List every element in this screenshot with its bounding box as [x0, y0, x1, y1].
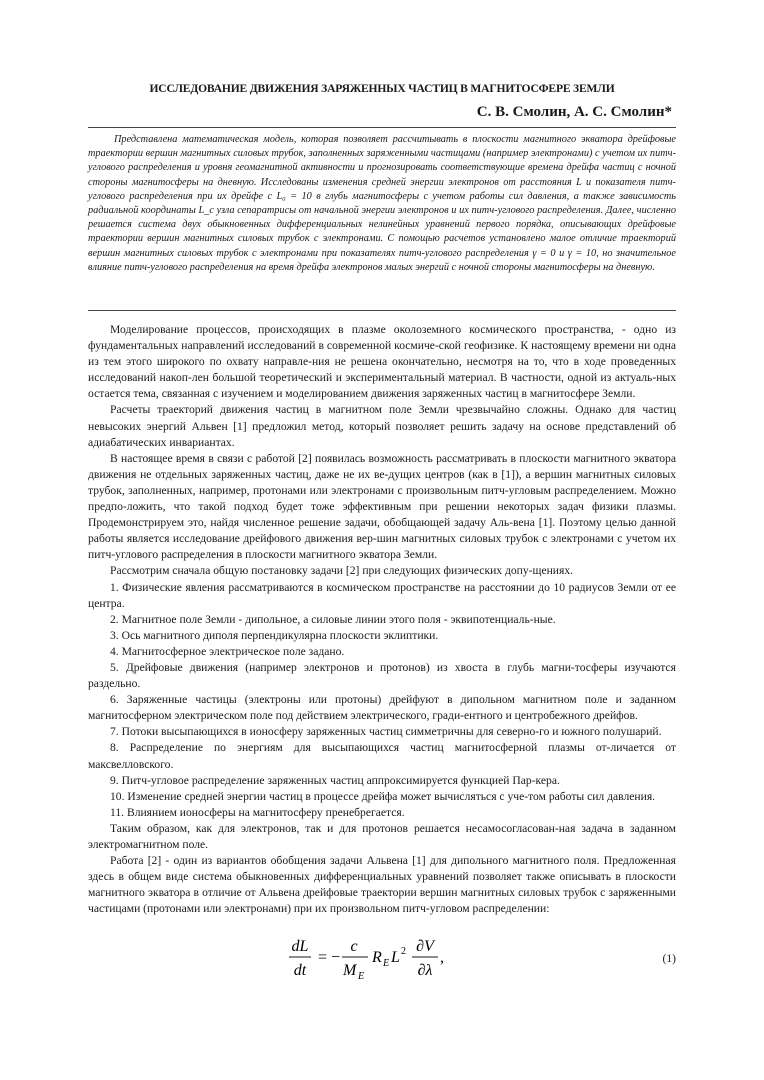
abstract-top-rule	[88, 127, 676, 128]
article-title: ИССЛЕДОВАНИЕ ДВИЖЕНИЯ ЗАРЯЖЕННЫХ ЧАСТИЦ В МАГНИТОСФЕРЕ ЗЕМЛИ	[149, 82, 615, 95]
equation-number: (1)	[662, 952, 676, 965]
list-item: 9. Питч-угловое распределение заряженных частиц аппроксимируется функцией Пар-кера.	[110, 773, 560, 787]
paragraph: Рассмотрим сначала общую постановку задачи [2] при следующих физических допу-щениях.	[110, 564, 574, 578]
list-item: 1. Физические явления рассматриваются в космическом пространстве на расстоянии до 10 радиусов Земли от ее центра.	[88, 580, 676, 610]
eq-comma: ,	[440, 949, 444, 966]
eq-R-subscript: E	[383, 958, 390, 969]
list-item: 2. Магнитное поле Земли - дипольное, а силовые линии этого поля - эквипотенциаль-ные.	[110, 612, 556, 626]
eq-M: M	[343, 962, 357, 979]
list-item: 6. Заряженные частицы (электроны или протоны) дрейфуют в дипольном магнитном поле и заданном магнитосферном электрическом поле под действием электрического, гради-ентного и центробежного дрейфов.	[88, 693, 676, 723]
eq-L-superscript: 2	[401, 946, 406, 957]
list-item: 8. Распределение по энергиям для высыпающихся частиц магнитосферной плазмы от-личается от максвелловского.	[88, 741, 676, 771]
paragraph: В настоящее время в связи с работой [2] появилась возможность рассматривать в плоскости магнитного экватора движения не отдельных заряженных частиц, даже не их ве-дущих центров (как в [1]), а вершин магнитных силовых трубок, заполненных, например, протонами или электронами с произвольным питч-угловым распределением. Можно предпо-ложить, что такой подход будет тоже эффективным при решении некоторых задач физики плазмы. Продемонстрируем это, найдя численное решение задачи, обобщающей задачу Аль-вена [1]. Поэтому целью данной работы является исследование дрейфового движения вер-шин магнитных силовых трубок с электронами с учетом их питч-углового распределения в плоскости магнитного экватора Земли.	[88, 451, 676, 562]
eq-equals-minus: = −	[318, 949, 341, 966]
abstract: Представлена математическая модель, которая позволяет рассчитывать в плоскости магнитного экватора дрейфовые траектории вершин магнитных силовых трубок, заполненных заряженными частицами (например электронами) с учетом их питч-углового распределения и уровня геомагнитной активности и прогнозировать соответствующие времена дрейфа частиц с ночной стороны магнитосферы на дневную. Исследованы изменения средней энергии электронов от расстояния L и показателя питч-углового распределения при их дрейфе с L₀ = 10 в глубь магнитосферы с учетом работы сил давления, а также зависимость радиальной координаты L_с узла сепаратрисы от начальной энергии электронов и их питч-углового распределения. Далее, численно решается система двух обыкновенных дифференциальных нелинейных уравнений первого порядка, описывающих дрейфовые траектории вершин магнитных силовых трубок с электронами. С помощью расчетов установлено малое отличие траекторий вершин магнитных силовых трубок с электронами при показателях питч-углового распределения γ = 0 и γ = 10, но значительное влияние питч-углового распределения на время дрейфа электронов малых энергий с ночной стороны магнитосферы на дневную.	[88, 134, 676, 273]
eq-c: c	[350, 938, 358, 955]
eq-lhs-numerator: dL	[291, 938, 309, 955]
list-item: 4. Магнитосферное электрическое поле задано.	[110, 644, 345, 658]
list-item: 10. Изменение средней энергии частиц в процессе дрейфа может вычисляться с уче-том работы сил давления.	[110, 789, 656, 803]
list-item: 11. Влиянием ионосферы на магнитосферу пренебрегается.	[110, 805, 405, 819]
paragraph: Таким образом, как для электронов, так и для протонов решается несамосогласован-ная задача в заданном электромагнитном поле.	[88, 821, 676, 851]
abstract-bottom-rule	[88, 310, 676, 311]
paragraph: Расчеты траекторий движения частиц в магнитном поле Земли чрезвычайно сложны. Однако для частиц невысоких энергий Альвен [1] предложил метод, который позволяет решить задачу на основе представлений об адиабатических инвариантах.	[88, 403, 676, 449]
eq-lhs-denominator: dt	[293, 962, 307, 979]
equation-formula	[288, 932, 508, 986]
list-item: 5. Дрейфовые движения (например электронов и протонов) из хвоста в глубь магни-тосферы изучаются раздельно.	[88, 660, 676, 691]
eq-partial-lambda: ∂λ	[417, 962, 433, 979]
article-body	[88, 322, 676, 917]
list-item: 3. Ось магнитного диполя перпендикулярна плоскости эклиптики.	[110, 628, 439, 642]
eq-R: R	[372, 949, 382, 966]
equation-1	[88, 932, 676, 986]
paragraph: Моделирование процессов, происходящих в плазме околоземного космического пространства, - одно из фундаментальных направлений исследований в современной космиче-ской геофизике. К настоящему времени ни одна из тем этого широкого по охвату направле-ния не решена окончательно, несмотря на то, что в ходе проведенных исследований накоп-лен большой теоретический и экспериментальный материал. В частности, одной из актуаль-ных остается тема, связанная с изучением и моделированием движения заряженных частиц в магнитосфере Земли.	[88, 323, 676, 401]
paragraph: Работа [2] - один из вариантов обобщения задачи Альвена [1] для дипольного магнитного поля. Предложенная здесь в общем виде система обыкновенных дифференциальных уравнений позволяет также описывать в плоскости магнитного экватора в отличие от Альвена дрейфовые траектории вершин магнитных силовых трубок с заряженными частицами (протонами или электронами) при их произвольном питч-угловом распределении:	[88, 854, 676, 916]
list-item: 7. Потоки высыпающихся в ионосферу заряженных частиц симметричны для северно-го и южного полушарий.	[110, 725, 662, 739]
article-authors: С. В. Смолин, А. С. Смолин*	[476, 104, 672, 120]
eq-partial-V: ∂V	[416, 938, 434, 955]
eq-M-subscript: E	[358, 971, 365, 982]
eq-L: L	[391, 949, 400, 966]
